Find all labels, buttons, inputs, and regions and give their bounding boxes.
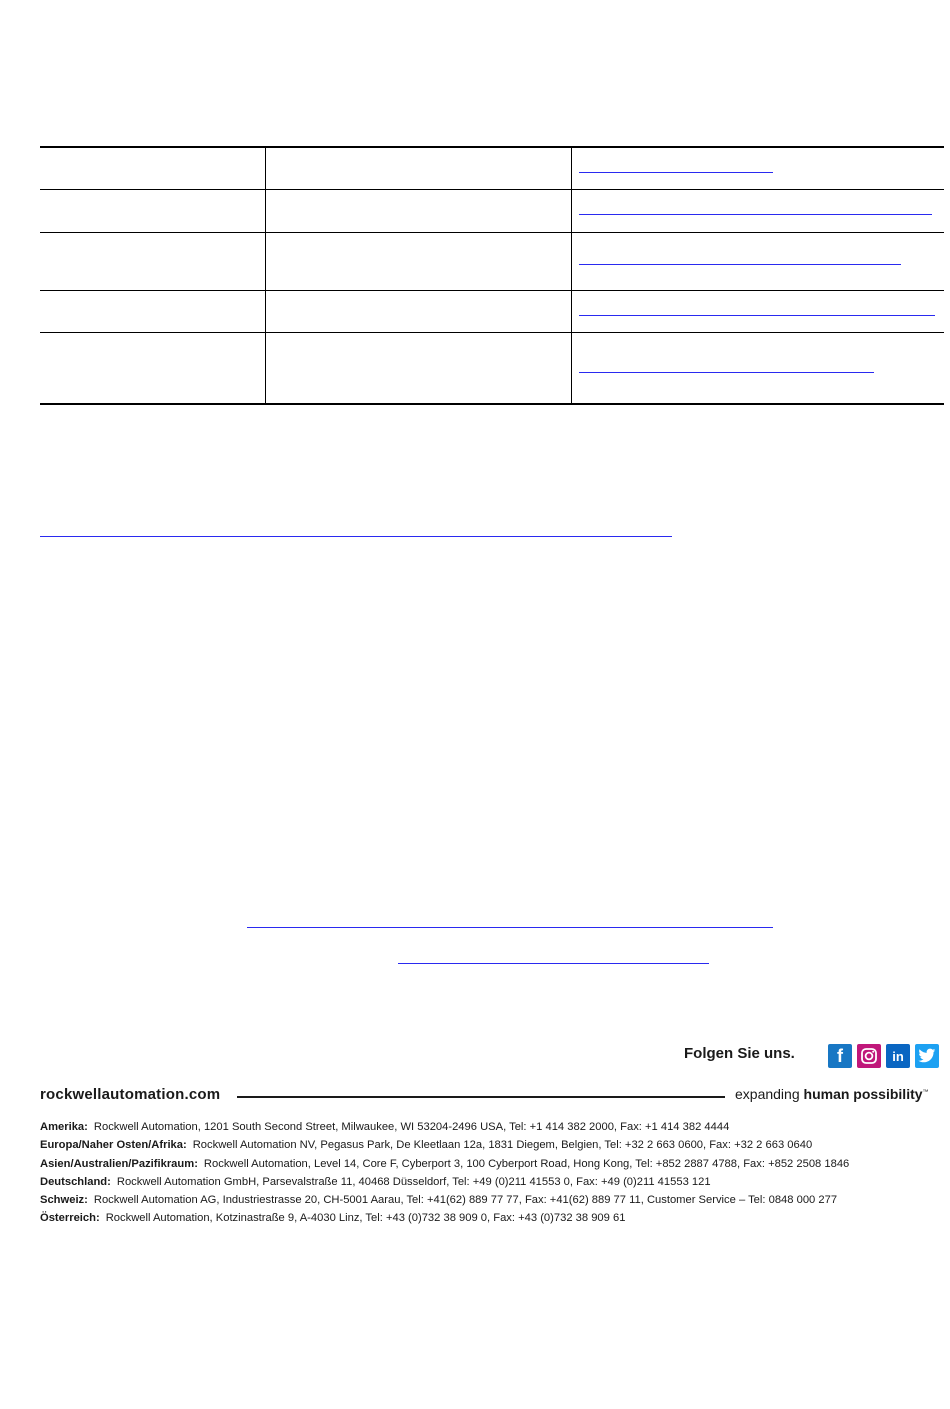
facebook-icon[interactable]: f (828, 1044, 852, 1068)
address-row-schweiz (40, 1191, 849, 1209)
table-row-divider (40, 232, 944, 233)
address-row-europa (40, 1136, 849, 1154)
address-text: Rockwell Automation, Level 14, Core F, Cyberport 3, 100 Cyberport Road, Hong Kong, Tel: +852 2887 4788, Fax: +852 2508 1846 (203, 1157, 850, 1170)
site-url[interactable]: rockwellautomation.com (40, 1086, 221, 1103)
address-row-oesterreich (40, 1209, 849, 1227)
twitter-icon[interactable] (915, 1044, 939, 1068)
table-row-divider (40, 332, 944, 333)
table-row-divider (40, 189, 944, 190)
table-bottom-rule (40, 403, 944, 405)
follow-us-label: Folgen Sie uns. (684, 1045, 795, 1062)
table-row-link[interactable] (579, 372, 874, 373)
address-list (40, 1118, 849, 1228)
tagline (735, 1086, 929, 1102)
address-region: Amerika: (40, 1121, 88, 1133)
address-text: Rockwell Automation AG, Industriestrasse 20, CH-5001 Aarau, Tel: +41(62) 889 77 77, Fax: +41(62) 889 77 11, Customer Service – Tel: 0848 000 277 (93, 1194, 838, 1207)
address-region: Asien/Australien/Pazifikraum: (40, 1157, 198, 1170)
table-row-link[interactable] (579, 315, 935, 316)
table-column-divider (265, 146, 266, 405)
address-text: Rockwell Automation, 1201 South Second Street, Milwaukee, WI 53204-2496 USA, Tel: +1 414 382 2000, Fax: +1 414 382 4444 (93, 1121, 730, 1133)
address-region: Deutschland: (40, 1175, 111, 1188)
feedback-link[interactable] (40, 536, 672, 537)
address-region: Österreich: (40, 1212, 100, 1225)
table-row-link[interactable] (579, 264, 901, 265)
address-row-deutschland (40, 1173, 849, 1191)
instagram-icon[interactable] (857, 1044, 881, 1068)
address-text: Rockwell Automation NV, Pegasus Park, De Kleetlaan 12a, 1831 Diegem, Belgien, Tel: +32 2 663 0600, Fax: +32 2 663 0640 (192, 1139, 813, 1152)
support-link[interactable] (247, 927, 773, 928)
table-column-divider (571, 146, 572, 405)
table-row-divider (40, 290, 944, 291)
table-top-rule (40, 146, 944, 148)
tagline-prefix: expanding (735, 1086, 804, 1102)
literature-link[interactable] (398, 963, 709, 964)
footer-rule (237, 1096, 725, 1098)
table-row-link[interactable] (579, 214, 932, 215)
address-text: Rockwell Automation, Kotzinastraße 9, A-4030 Linz, Tel: +43 (0)732 38 909 0, Fax: +43 (0)732 38 909 61 (105, 1212, 626, 1225)
address-text: Rockwell Automation GmbH, Parsevalstraße 11, 40468 Düsseldorf, Tel: +49 (0)211 41553 0, Fax: +49 (0)211 41553 121 (116, 1175, 711, 1188)
address-row-asien (40, 1155, 849, 1173)
table-row-link[interactable] (579, 172, 773, 173)
tagline-bold: human possibility (803, 1086, 923, 1102)
address-row-amerika (40, 1118, 849, 1136)
address-region: Schweiz: (40, 1194, 88, 1207)
resource-table (40, 146, 944, 405)
linkedin-icon[interactable]: in (886, 1044, 910, 1068)
tagline-trademark: ™ (922, 1089, 929, 1096)
address-region: Europa/Naher Osten/Afrika: (40, 1139, 187, 1152)
